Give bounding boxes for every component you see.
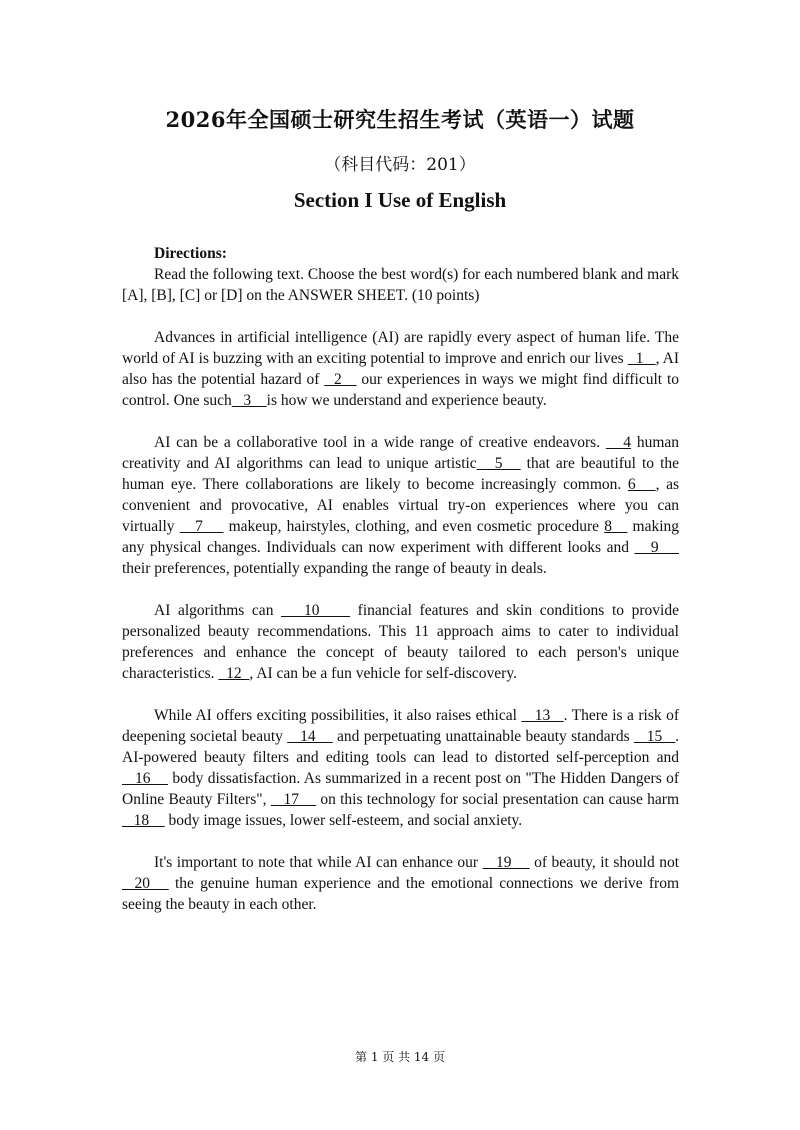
passage-text: human creativity and AI algorithms can lead to unique artistic	[122, 434, 680, 472]
answer-blank: 7	[179, 518, 224, 535]
passage-text: Advances in artificial intelligence (AI) are rapidly every aspect of human life. The world of AI is buzzing with an exciting potential to improve and enrich our lives	[122, 329, 679, 367]
passage-text: , AI can be a fun vehicle for self-discovery.	[249, 665, 517, 682]
page-footer: 第 1 页 共 14 页	[355, 1050, 445, 1064]
passage-text: body image issues, lower self-esteem, and social anxiety.	[164, 812, 523, 829]
passage-text: the genuine human experience and the emotional connections we derive from seeing the beauty in each other.	[122, 875, 679, 913]
passage-paragraph	[122, 600, 679, 684]
answer-blank: 12	[218, 665, 250, 682]
passage-text: body dissatisfaction. As summarized in a recent post on "The Hidden Dangers of Online Beauty Filters",	[122, 770, 680, 808]
passage-paragraph	[122, 432, 679, 579]
answer-blank: 1	[627, 350, 656, 367]
subject-code: （科目代码：201）	[324, 155, 476, 175]
answer-blank: 20	[122, 875, 169, 892]
answer-blank: 5	[476, 455, 521, 472]
passage-text: that are beautiful to the human eye. There collaborations are likely to become increasingly common.	[122, 455, 680, 493]
passage-text: While AI offers exciting possibilities, it also raises ethical	[154, 707, 522, 724]
passage-text: AI can be a collaborative tool in a wide range of creative endeavors.	[154, 434, 606, 451]
answer-blank: 2	[324, 371, 357, 388]
passage-text: , as convenient and provocative, AI enables virtual try-on experiences where you can virtually	[122, 476, 679, 535]
answer-blank: 8	[604, 518, 628, 535]
passage-text: , AI also has the potential hazard of	[122, 350, 679, 388]
passage-text: It's important to note that while AI can enhance our	[154, 854, 483, 871]
passage-text: of beauty, it should not	[529, 854, 680, 871]
passage-text: is how we understand and experience beauty.	[266, 392, 547, 409]
passage-text: AI algorithms can	[154, 602, 282, 619]
passage-text: making any physical changes. Individuals can now experiment with different looks and	[122, 518, 680, 556]
exam-title: 2026年全国硕士研究生招生考试（英语一）试题	[165, 107, 635, 132]
passage-text: on this technology for social presentation can cause harm	[316, 791, 680, 808]
exam-body	[122, 243, 679, 936]
passage-paragraph	[122, 705, 679, 831]
answer-blank: 17	[270, 791, 317, 808]
passage-text: our experiences in ways we might find difficult to control. One such	[122, 371, 680, 409]
answer-blank: 9	[634, 539, 679, 556]
passage-text: makeup, hairstyles, clothing, and even cosmetic procedure	[223, 518, 605, 535]
answer-blank: 18	[122, 812, 165, 829]
answer-blank: 3	[231, 392, 267, 409]
answer-blank: 16	[122, 770, 168, 787]
directions-text: Read the following text. Choose the best word(s) for each numbered blank and mark [A], [B], [C] or [D] on the ANSWER SHEET. (10 points)	[122, 266, 679, 304]
answer-blank: 4	[605, 434, 632, 451]
passage-text: financial features and skin conditions to provide personalized beauty recommendations. This 11 approach aims to cater to individual preferences and enhance the concept of beauty tailored to each person's unique characteristics.	[122, 602, 679, 682]
answer-blank: 15	[633, 728, 676, 745]
directions-heading: Directions:	[154, 245, 227, 262]
answer-blank: 14	[287, 728, 333, 745]
passage	[122, 327, 679, 915]
passage-paragraph	[122, 852, 679, 915]
passage-text: and perpetuating unattainable beauty standards	[332, 728, 634, 745]
passage-text: . AI-powered beauty filters and editing tools can lead to distorted self-perception and	[122, 728, 680, 766]
passage-text: . There is a risk of deepening societal beauty	[122, 707, 679, 745]
passage-paragraph	[122, 327, 679, 411]
answer-blank: 13	[521, 707, 564, 724]
passage-text: their preferences, potentially expanding the range of beauty in deals.	[122, 560, 547, 577]
answer-blank: 6	[627, 476, 656, 493]
answer-blank: 19	[482, 854, 530, 871]
section-heading: Section I Use of English	[293, 188, 507, 212]
answer-blank: 10	[281, 602, 351, 619]
